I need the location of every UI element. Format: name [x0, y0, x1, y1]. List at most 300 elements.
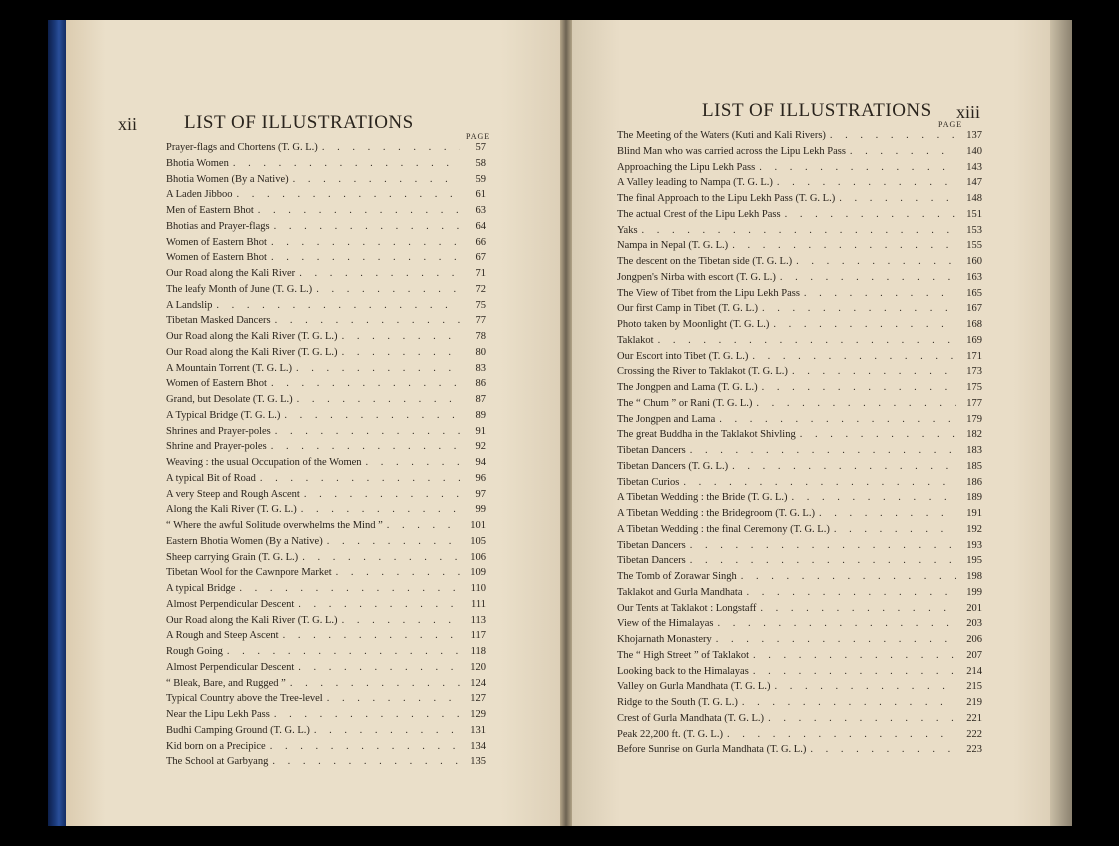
- list-item: [617, 524, 982, 540]
- illustration-page-number: 201: [966, 602, 982, 614]
- list-item: [166, 252, 486, 268]
- illustration-page-number: 185: [966, 460, 982, 472]
- leader-dots: [283, 630, 460, 641]
- list-item: [166, 630, 486, 646]
- illustration-page-number: 129: [470, 709, 486, 720]
- illustration-page-number: 57: [475, 142, 486, 153]
- illustration-title: Near the Lipu Lekh Pass: [166, 709, 270, 720]
- illustration-title: Prayer-flags and Chortens (T. G. L.): [166, 142, 318, 153]
- list-item: [617, 303, 982, 319]
- list-item: [166, 221, 486, 237]
- list-item: [617, 414, 982, 430]
- illustration-page-number: 92: [475, 441, 486, 453]
- illustration-page-number: 86: [475, 378, 486, 390]
- leader-dots: [302, 552, 460, 563]
- leader-dots: [742, 697, 956, 708]
- illustration-page-number: 160: [966, 256, 982, 267]
- list-item: [166, 426, 486, 442]
- illustration-title: Our Tents at Taklakot : Longstaff: [617, 602, 757, 614]
- illustration-page-number: 58: [475, 157, 486, 169]
- illustration-title: The leafy Month of June (T. G. L.): [166, 283, 313, 295]
- illustration-page-number: 143: [966, 161, 982, 173]
- leader-dots: [810, 744, 956, 755]
- illustration-title: Our Road along the Kali River (T. G. L.): [166, 614, 338, 626]
- list-item: [166, 205, 486, 221]
- illustration-title: A typical Bit of Road: [166, 472, 256, 484]
- illustration-title: The Jongpen and Lama: [617, 413, 716, 425]
- leader-dots: [741, 571, 956, 582]
- illustration-title: Before Sunrise on Gurla Mandhata (T. G. L.): [617, 744, 807, 756]
- illustration-page-number: 189: [966, 492, 982, 504]
- list-item: [166, 615, 486, 631]
- left-page: [66, 20, 560, 826]
- list-item: [617, 366, 982, 382]
- leader-dots: [804, 288, 956, 299]
- left-illustration-list: [166, 142, 486, 772]
- leader-dots: [327, 693, 460, 704]
- illustration-title: View of the Himalayas: [617, 618, 714, 630]
- list-item: [617, 319, 982, 335]
- leader-dots: [299, 268, 460, 279]
- leader-dots: [690, 540, 956, 551]
- leader-dots: [271, 441, 460, 452]
- list-item: [617, 382, 982, 398]
- illustration-title: The Jongpen and Lama (T. G. L.): [617, 382, 758, 393]
- illustration-title: Shrine and Prayer-poles: [166, 441, 267, 453]
- book-spine-cloth: [48, 20, 68, 826]
- list-item: [166, 410, 486, 426]
- illustration-title: Grand, but Desolate (T. G. L.): [166, 394, 293, 405]
- illustration-title: The View of Tibet from the Lipu Lekh Pass: [617, 287, 800, 299]
- illustration-title: Tibetan Curios: [617, 476, 680, 488]
- leader-dots: [275, 315, 460, 326]
- leader-dots: [683, 477, 956, 488]
- leader-dots: [792, 492, 956, 503]
- illustration-title: Weaving : the usual Occupation of the Women: [166, 457, 362, 468]
- illustration-title: Taklakot and Gurla Mandhata: [617, 586, 743, 598]
- list-item: [166, 189, 486, 205]
- right-page: [572, 20, 1052, 826]
- leader-dots: [322, 142, 460, 153]
- illustration-title: A Mountain Torrent (T. G. L.): [166, 362, 293, 374]
- list-item: [617, 335, 982, 351]
- illustration-page-number: 117: [470, 630, 486, 642]
- leader-dots: [233, 158, 460, 169]
- illustration-page-number: 171: [966, 350, 982, 362]
- list-item: [166, 363, 486, 379]
- leader-dots: [753, 666, 956, 677]
- leader-dots: [271, 237, 460, 248]
- illustration-title: Our first Camp in Tibet (T. G. L.): [617, 303, 758, 315]
- illustration-title: Tibetan Dancers: [617, 445, 686, 456]
- list-item: [166, 662, 486, 678]
- list-item: [166, 583, 486, 599]
- right-illustration-list: [617, 130, 982, 760]
- illustration-title: The final Approach to the Lipu Lekh Pass (T. G. L.): [617, 193, 836, 204]
- illustration-page-number: 101: [470, 520, 486, 531]
- list-item: [617, 272, 982, 288]
- illustration-page-number: 96: [475, 472, 486, 484]
- list-item: [166, 646, 486, 662]
- illustration-title: Our Road along the Kali River (T. G. L.): [166, 346, 338, 358]
- illustration-page-number: 175: [966, 382, 982, 393]
- list-item: [166, 709, 486, 725]
- illustration-page-number: 165: [966, 287, 982, 299]
- list-item: [617, 193, 982, 209]
- illustration-title: Ridge to the South (T. G. L.): [617, 697, 738, 708]
- list-item: [166, 520, 486, 536]
- illustration-title: Crest of Gurla Mandhata (T. G. L.): [617, 712, 765, 724]
- list-item: [166, 441, 486, 457]
- illustration-title: Bhotia Women (By a Native): [166, 173, 289, 185]
- list-item: [166, 567, 486, 583]
- illustration-title: Almost Perpendicular Descent: [166, 661, 295, 673]
- illustration-page-number: 223: [966, 744, 982, 756]
- illustration-title: The descent on the Tibetan side (T. G. L.): [617, 256, 793, 267]
- list-item: [617, 634, 982, 650]
- leader-dots: [850, 146, 956, 157]
- list-item: [166, 347, 486, 363]
- left-page-number: xii: [118, 114, 138, 134]
- illustration-page-number: 61: [475, 189, 486, 201]
- leader-dots: [227, 646, 460, 657]
- illustration-title: Typical Country above the Tree-level: [166, 693, 323, 705]
- leader-dots: [747, 587, 956, 598]
- leader-dots: [316, 284, 460, 295]
- illustration-page-number: 151: [966, 208, 982, 220]
- right-page-column-label: PAGE: [938, 120, 963, 129]
- illustration-title: Women of Eastern Bhot: [166, 378, 267, 390]
- list-item: [617, 398, 982, 414]
- leader-dots: [774, 681, 956, 692]
- leader-dots: [717, 618, 956, 629]
- list-item: [166, 457, 486, 473]
- illustration-page-number: 109: [470, 567, 486, 579]
- leader-dots: [777, 177, 956, 188]
- illustration-title: The great Buddha in the Taklakot Shivling: [617, 429, 796, 441]
- illustration-title: Our Escort into Tibet (T. G. L.): [617, 350, 749, 362]
- illustration-page-number: 198: [966, 571, 982, 582]
- illustration-page-number: 214: [966, 665, 982, 677]
- list-item: [166, 725, 486, 741]
- list-item: [166, 504, 486, 520]
- leader-dots: [690, 555, 956, 566]
- illustration-page-number: 78: [475, 331, 486, 342]
- list-item: [617, 130, 982, 146]
- illustration-title: Tibetan Dancers (T. G. L.): [617, 460, 729, 472]
- leader-dots: [216, 300, 460, 311]
- leader-dots: [792, 366, 956, 377]
- illustration-page-number: 137: [966, 130, 982, 141]
- illustration-title: Bhotia Women: [166, 157, 229, 169]
- illustration-title: Valley on Gurla Mandhata (T. G. L.): [617, 681, 771, 693]
- list-item: [617, 587, 982, 603]
- illustration-page-number: 207: [966, 649, 982, 661]
- list-item: [166, 284, 486, 300]
- list-item: [166, 174, 486, 190]
- illustration-title: Taklakot: [617, 334, 654, 346]
- illustration-title: A Rough and Steep Ascent: [166, 630, 279, 642]
- illustration-page-number: 113: [470, 614, 486, 626]
- leader-dots: [258, 205, 460, 216]
- illustration-page-number: 168: [966, 319, 982, 330]
- leader-dots: [759, 162, 956, 173]
- list-item: [617, 571, 982, 587]
- illustration-title: “ Bleak, Bare, and Rugged ”: [166, 677, 286, 689]
- leader-dots: [239, 583, 460, 594]
- illustration-title: Tibetan Wool for the Cawnpore Market: [166, 567, 332, 579]
- illustration-page-number: 147: [966, 177, 982, 189]
- leader-dots: [760, 603, 956, 614]
- leader-dots: [336, 567, 460, 578]
- list-item: [166, 300, 486, 316]
- leader-dots: [342, 347, 460, 358]
- list-item: [617, 351, 982, 367]
- list-item: [617, 729, 982, 745]
- list-item: [166, 158, 486, 174]
- list-item: [617, 540, 982, 556]
- leader-dots: [342, 331, 460, 342]
- list-item: [166, 394, 486, 410]
- leader-dots: [732, 461, 956, 472]
- illustration-page-number: 186: [966, 476, 982, 488]
- list-item: [617, 508, 982, 524]
- illustration-title: Approaching the Lipu Lekh Pass: [617, 161, 756, 173]
- leader-dots: [752, 351, 956, 362]
- illustration-page-number: 110: [470, 583, 486, 594]
- illustration-page-number: 91: [475, 425, 486, 437]
- illustration-page-number: 77: [475, 315, 486, 327]
- leader-dots: [297, 394, 460, 405]
- leader-dots: [773, 319, 956, 330]
- illustration-page-number: 120: [470, 661, 486, 673]
- list-item: [617, 650, 982, 666]
- illustration-title: A Laden Jibboo: [166, 189, 233, 201]
- leader-dots: [796, 256, 956, 267]
- list-item: [617, 240, 982, 256]
- list-item: [617, 697, 982, 713]
- illustration-title: Looking back to the Himalayas: [617, 665, 749, 677]
- illustration-page-number: 66: [475, 236, 486, 248]
- illustration-page-number: 148: [966, 193, 982, 204]
- illustration-page-number: 127: [470, 693, 486, 705]
- list-item: [166, 741, 486, 757]
- leader-dots: [293, 174, 460, 185]
- list-item: [617, 477, 982, 493]
- illustration-page-number: 59: [475, 173, 486, 185]
- illustration-page-number: 134: [470, 740, 486, 752]
- illustration-title: Photo taken by Moonlight (T. G. L.): [617, 319, 770, 330]
- leader-dots: [342, 615, 460, 626]
- illustration-page-number: 169: [966, 334, 982, 346]
- list-item: [617, 744, 982, 760]
- illustration-page-number: 105: [470, 535, 486, 547]
- list-item: [617, 492, 982, 508]
- leader-dots: [274, 709, 460, 720]
- page-edges: [1050, 20, 1072, 826]
- illustration-title: The “ Chum ” or Rani (T. G. L.): [617, 397, 753, 409]
- leader-dots: [298, 599, 460, 610]
- illustration-title: Yaks: [617, 224, 638, 236]
- illustration-page-number: 118: [470, 646, 486, 657]
- list-item: [617, 618, 982, 634]
- illustration-title: A Tibetan Wedding : the Bridegroom (T. G. L.): [617, 508, 815, 519]
- leader-dots: [732, 240, 956, 251]
- leader-dots: [275, 426, 460, 437]
- list-item: [617, 681, 982, 697]
- list-item: [617, 177, 982, 193]
- illustration-title: Tibetan Dancers: [617, 539, 686, 551]
- illustration-title: Along the Kali River (T. G. L.): [166, 504, 297, 516]
- illustration-title: Women of Eastern Bhot: [166, 236, 267, 248]
- list-item: [166, 599, 486, 615]
- illustration-page-number: 87: [475, 394, 486, 405]
- list-item: [617, 429, 982, 445]
- list-item: [166, 678, 486, 694]
- list-item: [166, 489, 486, 505]
- list-item: [166, 693, 486, 709]
- illustration-title: The Meeting of the Waters (Kuti and Kali Rivers): [617, 130, 826, 141]
- left-page-header: LIST OF ILLUSTRATIONS: [184, 112, 414, 133]
- illustration-title: Shrines and Prayer-poles: [166, 425, 271, 437]
- leader-dots: [768, 713, 956, 724]
- leader-dots: [762, 303, 956, 314]
- illustration-page-number: 106: [470, 551, 486, 563]
- illustration-title: Blind Man who was carried across the Lipu Lekh Pass: [617, 145, 846, 157]
- illustration-title: Almost Perpendicular Descent: [166, 598, 295, 610]
- list-item: [617, 461, 982, 477]
- illustration-page-number: 206: [966, 634, 982, 645]
- illustration-title: A Typical Bridge (T. G. L.): [166, 409, 281, 421]
- leader-dots: [756, 398, 956, 409]
- illustration-page-number: 99: [475, 504, 486, 516]
- list-item: [617, 225, 982, 241]
- list-item: [166, 331, 486, 347]
- leader-dots: [271, 378, 460, 389]
- leader-dots: [270, 741, 460, 752]
- list-item: [617, 146, 982, 162]
- leader-dots: [762, 382, 956, 393]
- leader-dots: [274, 221, 460, 232]
- leader-dots: [271, 252, 460, 263]
- leader-dots: [298, 662, 460, 673]
- list-item: [166, 473, 486, 489]
- illustration-page-number: 182: [966, 429, 982, 441]
- illustration-title: Khojarnath Monastery: [617, 634, 712, 645]
- illustration-page-number: 222: [966, 728, 982, 740]
- list-item: [617, 666, 982, 682]
- illustration-title: The actual Crest of the Lipu Lekh Pass: [617, 208, 781, 220]
- list-item: [617, 288, 982, 304]
- illustration-page-number: 221: [966, 712, 982, 724]
- illustration-page-number: 135: [470, 756, 486, 768]
- illustration-title: Tibetan Masked Dancers: [166, 315, 271, 327]
- leader-dots: [260, 473, 460, 484]
- leader-dots: [296, 363, 460, 374]
- illustration-page-number: 199: [966, 586, 982, 598]
- leader-dots: [780, 272, 956, 283]
- list-item: [166, 315, 486, 331]
- illustration-page-number: 183: [966, 445, 982, 456]
- illustration-page-number: 195: [966, 555, 982, 567]
- illustration-page-number: 71: [475, 268, 486, 279]
- illustration-title: Women of Eastern Bhot: [166, 252, 267, 264]
- illustration-page-number: 153: [966, 224, 982, 236]
- leader-dots: [366, 457, 460, 468]
- leader-dots: [830, 130, 956, 141]
- illustration-title: The “ High Street ” of Taklakot: [617, 649, 750, 661]
- illustration-page-number: 140: [966, 145, 982, 157]
- illustration-page-number: 193: [966, 539, 982, 551]
- leader-dots: [690, 445, 956, 456]
- illustration-title: A Valley leading to Nampa (T. G. L.): [617, 177, 773, 189]
- leader-dots: [800, 429, 956, 440]
- illustration-title: The Tomb of Zorawar Singh: [617, 571, 737, 582]
- list-item: [617, 256, 982, 272]
- right-page-header: LIST OF ILLUSTRATIONS: [702, 100, 932, 121]
- list-item: [166, 237, 486, 253]
- illustration-title: Our Road along the Kali River (T. G. L.): [166, 331, 338, 342]
- illustration-page-number: 124: [470, 677, 486, 689]
- leader-dots: [719, 414, 956, 425]
- illustration-page-number: 215: [966, 681, 982, 693]
- leader-dots: [314, 725, 460, 736]
- illustration-title: Men of Eastern Bhot: [166, 205, 254, 216]
- illustration-page-number: 63: [475, 205, 486, 216]
- leader-dots: [834, 524, 956, 535]
- illustration-page-number: 111: [471, 598, 486, 610]
- leader-dots: [819, 508, 956, 519]
- list-item: [166, 378, 486, 394]
- book-gutter: [560, 20, 572, 826]
- leader-dots: [658, 335, 956, 346]
- leader-dots: [753, 650, 956, 661]
- leader-dots: [304, 489, 460, 500]
- list-item: [166, 552, 486, 568]
- leader-dots: [290, 678, 460, 689]
- illustration-title: Bhotias and Prayer-flags: [166, 220, 270, 232]
- illustration-title: A Landslip: [166, 299, 213, 311]
- illustration-title: Budhi Camping Ground (T. G. L.): [166, 724, 310, 736]
- list-item: [617, 713, 982, 729]
- illustration-page-number: 191: [966, 508, 982, 519]
- illustration-page-number: 89: [475, 409, 486, 421]
- list-item: [166, 756, 486, 772]
- illustration-title: Peak 22,200 ft. (T. G. L.): [617, 728, 723, 740]
- list-item: [617, 603, 982, 619]
- list-item: [617, 555, 982, 571]
- illustration-title: Tibetan Dancers: [617, 555, 686, 567]
- illustration-page-number: 173: [966, 366, 982, 378]
- illustration-page-number: 83: [475, 362, 486, 374]
- list-item: [617, 445, 982, 461]
- illustration-page-number: 72: [475, 283, 486, 295]
- leader-dots: [839, 193, 956, 204]
- illustration-page-number: 203: [966, 618, 982, 630]
- list-item: [617, 209, 982, 225]
- leader-dots: [387, 520, 460, 531]
- leader-dots: [327, 536, 460, 547]
- illustration-title: Eastern Bhotia Women (By a Native): [166, 535, 323, 547]
- illustration-page-number: 80: [475, 346, 486, 358]
- illustration-title: Crossing the River to Taklakot (T. G. L.): [617, 366, 788, 378]
- illustration-page-number: 167: [966, 303, 982, 315]
- illustration-title: Our Road along the Kali River: [166, 268, 296, 279]
- illustration-page-number: 64: [475, 220, 486, 232]
- illustration-page-number: 97: [475, 488, 486, 500]
- illustration-page-number: 131: [470, 724, 486, 736]
- leader-dots: [716, 634, 956, 645]
